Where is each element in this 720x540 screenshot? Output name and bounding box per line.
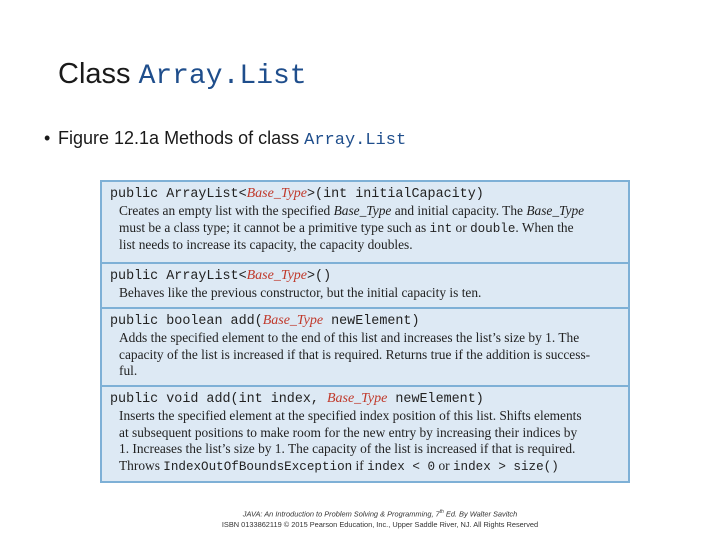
sig-part: public boolean add( <box>110 314 263 329</box>
sig-type: Base_Type <box>262 313 324 328</box>
desc-part: and initial capacity. The <box>391 203 527 218</box>
method-signature <box>110 391 622 408</box>
sig-type: Base_Type <box>246 186 307 201</box>
desc-part: at subsequent positions to make room for the new entry by increasing their indices by <box>119 424 578 440</box>
method-signature <box>110 313 622 330</box>
desc-part: Throws <box>119 457 164 473</box>
sig-part: >() <box>307 269 332 284</box>
footer-copyright: ISBN 0133862119 © 2015 Pearson Education, Inc., Upper Saddle River, NJ. All Rights Reserved <box>221 520 539 529</box>
desc-part: or <box>452 219 471 235</box>
desc-part: if <box>352 457 368 473</box>
method-constructor-default <box>102 264 628 309</box>
method-description <box>110 203 622 254</box>
sig-type: Base_Type <box>246 268 307 283</box>
sig-part: >(int initialCapacity) <box>307 187 484 202</box>
method-description <box>110 408 622 475</box>
bullet-dot-icon: • <box>44 128 51 148</box>
sig-part: newElement) <box>387 392 484 407</box>
desc-part: . When the <box>515 219 574 235</box>
methods-figure <box>100 180 630 483</box>
method-add-at-index <box>102 387 628 483</box>
footer-text: JAVA: An Introduction to Problem Solving & Programming, 7 <box>242 509 440 519</box>
desc-part: Adds the specified element to the end of this list and increases the list’s size by 1. The <box>119 330 580 345</box>
desc-part: Behaves like the previous constructor, but the initial capacity is ten. <box>119 285 482 300</box>
desc-part: capacity of the list is increased if that is required. Returns true if the addition is success- <box>119 346 591 362</box>
sig-part: public ArrayList< <box>110 187 247 202</box>
method-description <box>110 330 622 380</box>
footer-sup: th <box>439 509 444 515</box>
footer-text: Ed. By Walter Savitch <box>443 509 518 519</box>
slide-title-text: Class <box>58 58 139 90</box>
method-signature <box>110 268 622 285</box>
sig-type: Base_Type <box>326 391 388 406</box>
desc-code: index > size() <box>452 459 559 474</box>
desc-code: double <box>470 221 516 236</box>
method-constructor-capacity <box>102 182 628 264</box>
desc-part: 1. Increases the list’s size by 1. The capacity of the list is increased if that is required. <box>119 441 576 457</box>
desc-part: Inserts the specified element at the specified index position of this list. Shifts elements <box>119 408 582 423</box>
method-add <box>102 309 628 387</box>
method-description <box>110 285 622 302</box>
desc-part: ful. <box>119 363 138 379</box>
desc-code: int <box>429 221 453 236</box>
sig-part: public void add(int index, <box>110 392 327 407</box>
desc-type: Base_Type <box>333 203 392 218</box>
sig-part: newElement) <box>323 314 420 329</box>
footer-citation <box>0 509 720 518</box>
method-signature <box>110 186 622 203</box>
desc-part: or <box>435 457 453 473</box>
desc-type: Base_Type <box>526 203 585 218</box>
desc-code: index < 0 <box>367 459 436 474</box>
bullet-code: Array.List <box>304 131 407 150</box>
bullet-text: Figure 12.1a Methods of class <box>58 128 305 148</box>
desc-part: Creates an empty list with the specified <box>119 203 334 218</box>
desc-part: list needs to increase its capacity, the capacity doubles. <box>119 237 413 253</box>
slide-title <box>58 58 307 92</box>
desc-code: IndexOutOfBoundsException <box>163 459 353 474</box>
sig-part: public ArrayList< <box>110 269 247 284</box>
desc-part: must be a class type; it cannot be a primitive type such as <box>119 219 430 235</box>
bullet-item <box>44 128 406 150</box>
slide-title-code: Array.List <box>138 61 307 92</box>
